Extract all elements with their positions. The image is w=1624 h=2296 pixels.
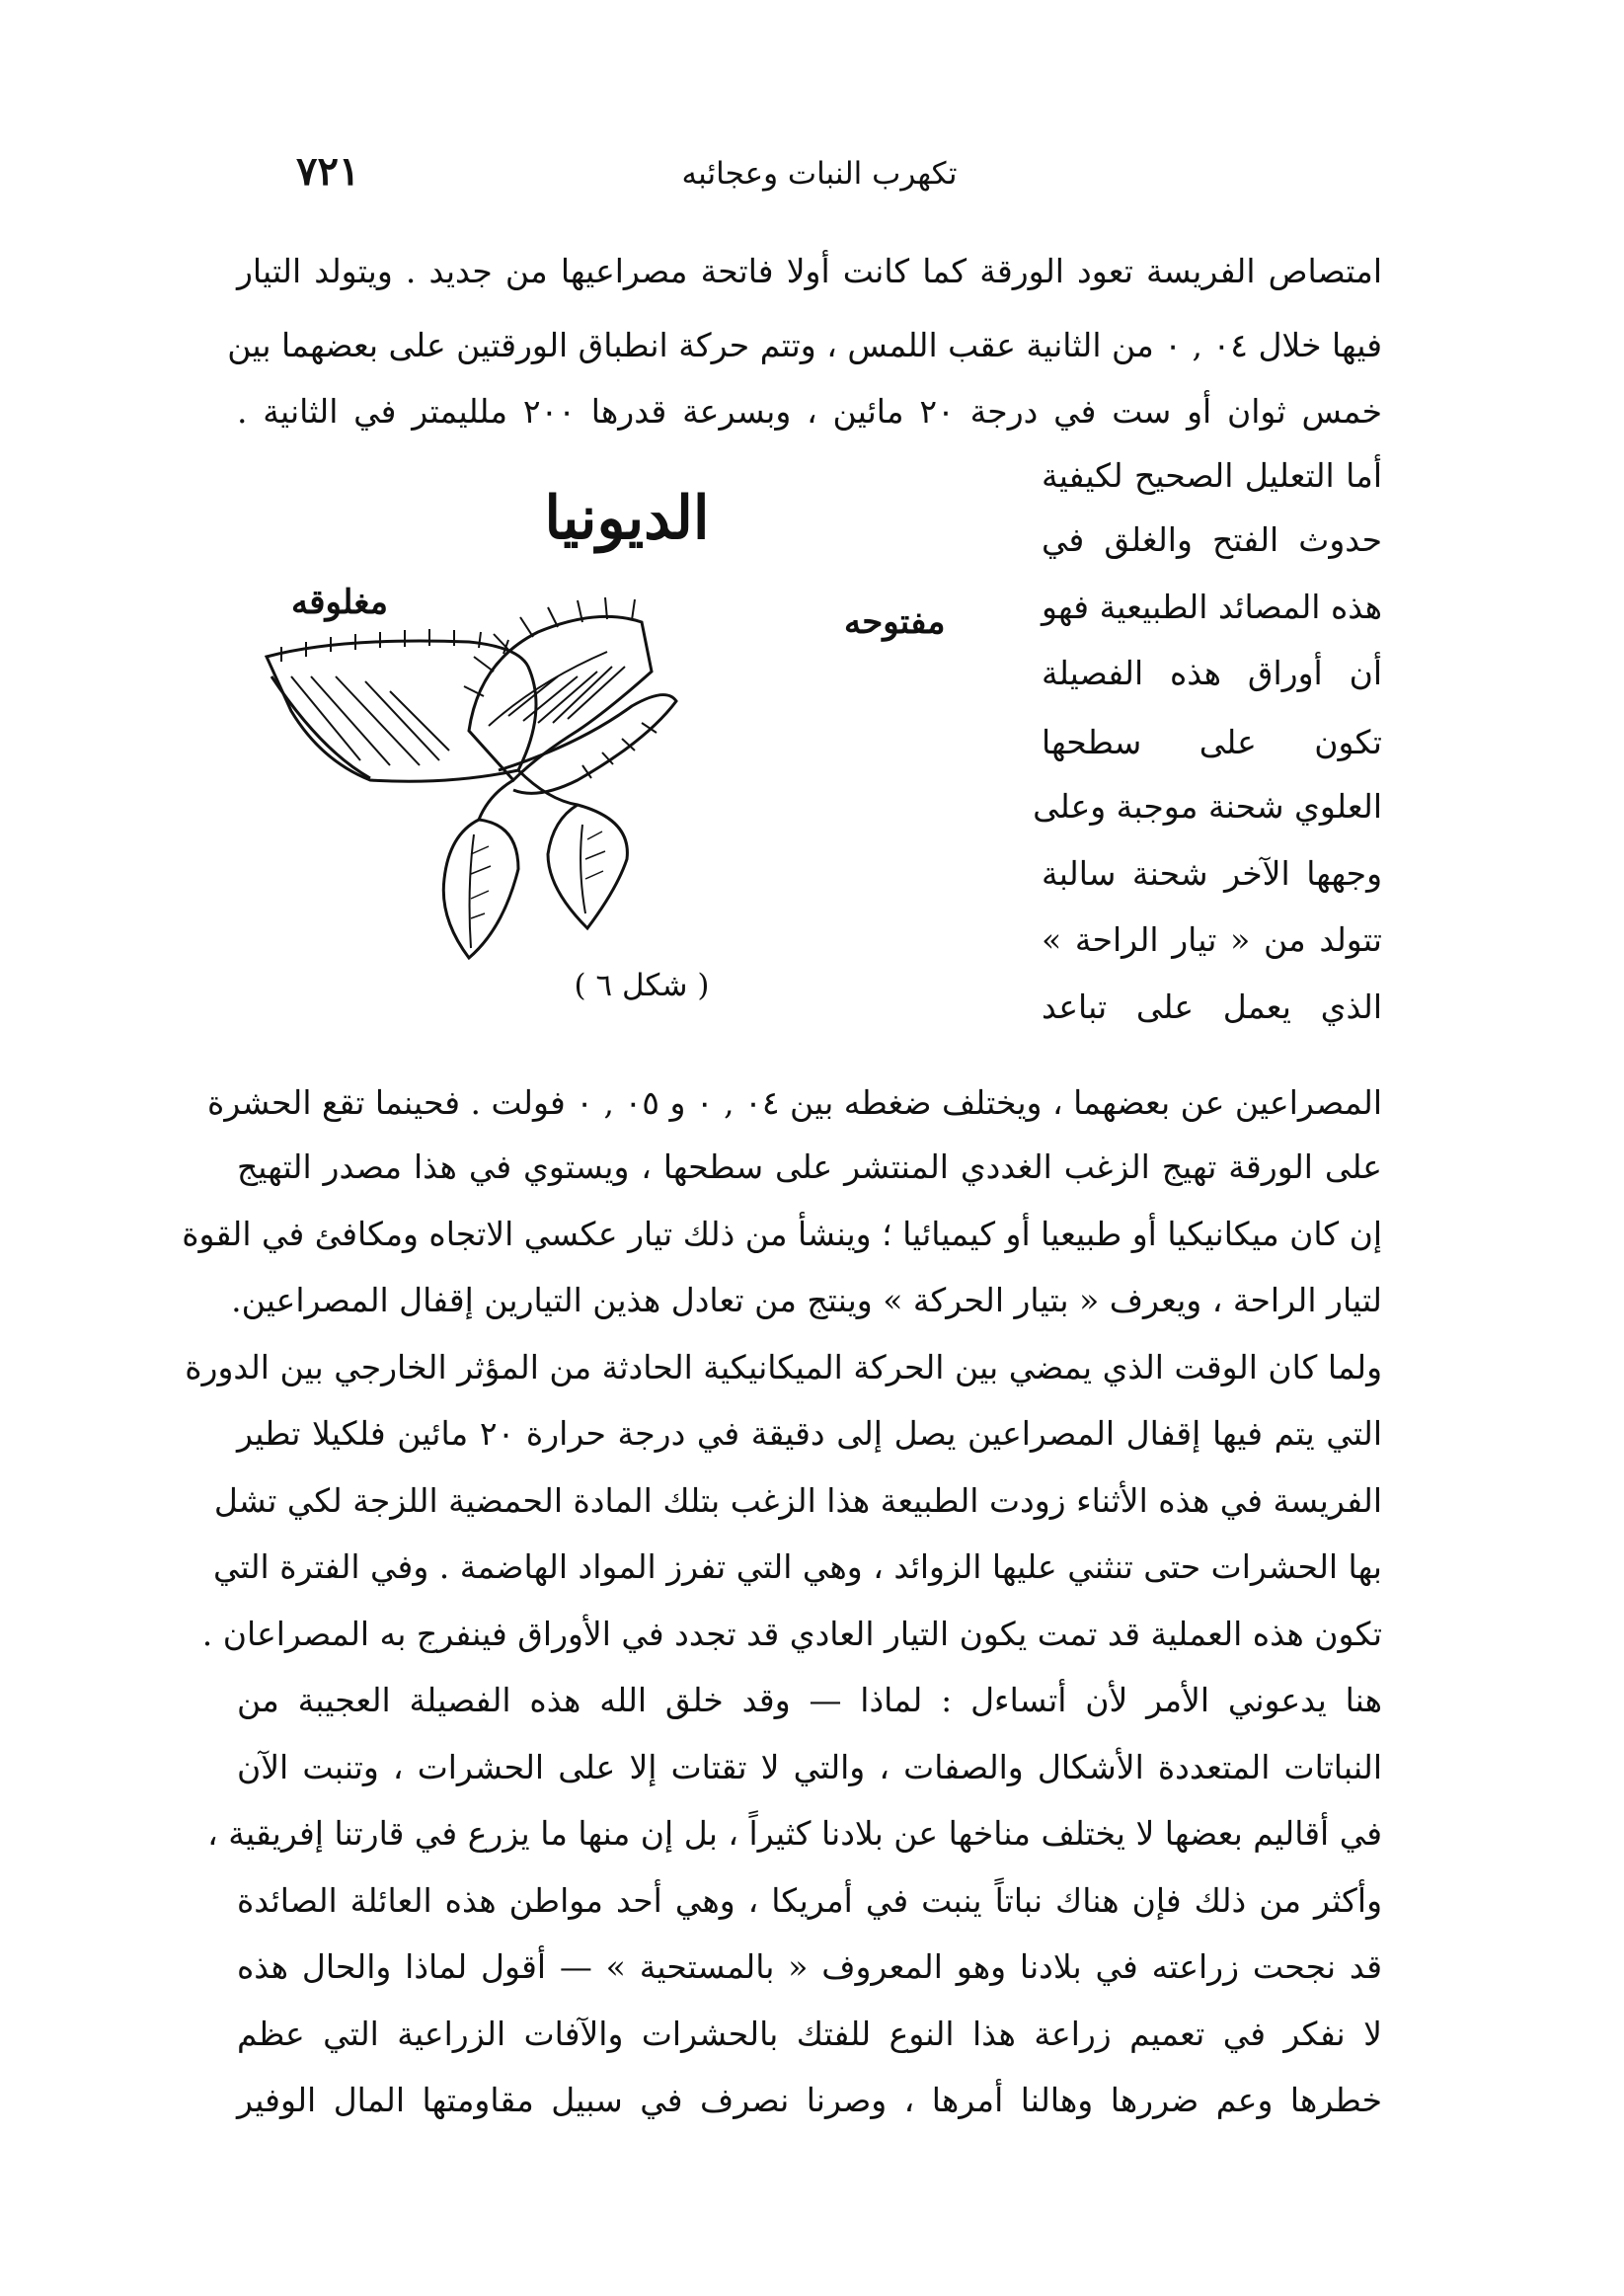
running-title: تكهرب النبات وعجائبه (681, 156, 958, 192)
body-line: قد نجحت زراعته في بلادنا وهو المعروف « بالمستحية » — أقول لماذا والحال هذه (237, 1947, 1382, 1986)
body-line: المصراعين عن بعضهما ، ويختلف ضغطه بين ٠٤ , ٠ و ٠٥ , ٠ فولت . فحينما تقع الحشرة (207, 1083, 1382, 1122)
body-line: ولما كان الوقت الذي يمضي بين الحركة الميكانيكية الحادثة من المؤثر الخارجي بين الدورة (185, 1348, 1382, 1386)
body-line: بها الحشرات حتى تنثني عليها الزوائد ، وهي التي تفرز المواد الهاضمة . وفي الفترة التي (213, 1547, 1382, 1586)
paragraph-start-line: هنا يدعوني الأمر لأن أتساءل : لماذا — وقد خلق الله هذه الفصيلة العجيبة من (237, 1681, 1382, 1719)
body-line: تكون هذه العملية قد تمت يكون التيار العادي قد تجدد في الأوراق فينفرج به المصراعان . (201, 1615, 1382, 1653)
body-line: أن أوراق هذه الفصيلة (1042, 654, 1382, 692)
body-line: العلوي شحنة موجبة وعلى (1033, 787, 1382, 826)
body-line: خطرها وعم ضررها وهالنا أمرها ، وصرنا نصرف في سبيل مقاومتها المال الوفير (237, 2081, 1382, 2119)
body-line: خمس ثوان أو ست في درجة ٢٠ مائين ، وبسرعة قدرها ٢٠٠ ملليمتر في الثانية . (237, 392, 1383, 431)
body-line: لا نفكر في تعميم زراعة هذا النوع للفتك بالحشرات والآفات الزراعية التي عظم (237, 2015, 1382, 2053)
body-line: على الورقة تهيج الزغب الغددي المنتشر على سطحها ، ويستوي في هذا مصدر التهيج (237, 1148, 1383, 1186)
figure-caption: ( شكل ٦ ) (574, 968, 710, 1003)
body-line: الذي يعمل على تباعد (1042, 988, 1382, 1026)
body-line: وأكثر من ذلك فإن هناك نباتاً ينبت في أمريكا ، وهي أحد مواطن هذه العائلة الصائدة (237, 1881, 1382, 1920)
venus-flytrap-figure (252, 464, 1032, 1037)
page-header (237, 148, 1382, 207)
body-line: أما التعليل الصحيح لكيفية (1042, 456, 1382, 495)
label-open: مفتوحه (844, 602, 946, 642)
body-line: لتيار الراحة ، ويعرف « بتيار الحركة » وينتج من تعادل هذين التيارين إقفال المصراعين. (231, 1281, 1382, 1319)
body-line: الفريسة في هذه الأثناء زودت الطبيعة هذا الزغب بتلك المادة الحمضية اللزجة لكي تشل (213, 1481, 1382, 1520)
body-line: حدوث الفتح والغلق في (1042, 520, 1382, 559)
leaf-drawings (252, 464, 1032, 1037)
body-line: فيها خلال ٠٤ , ٠ من الثانية عقب اللمس ، وتتم حركة انطباق الورقتين على بعضهما بين (227, 326, 1382, 364)
body-line: تكون على سطحها (1042, 723, 1382, 761)
figure-title: الديونيا (544, 484, 710, 553)
body-line: تتولد من « تيار الراحة » (1042, 920, 1382, 959)
label-closed: مغلوقه (291, 583, 388, 622)
body-line: النباتات المتعددة الأشكال والصفات ، والتي لا تقتات إلا على الحشرات ، وتنبت الآن (237, 1748, 1383, 1786)
body-line: إن كان ميكانيكيا أو طبيعيا أو كيميائيا ؛ وينشأ من ذلك تيار عكسي الاتجاه ومكافئ في القوة (182, 1215, 1382, 1253)
body-line: التي يتم فيها إقفال المصراعين يصل إلى دقيقة في درجة حرارة ٢٠ مائين فلكيلا تطير (237, 1414, 1382, 1453)
body-line: امتصاص الفريسة تعود الورقة كما كانت أولا فاتحة مصراعيها من جديد . ويتولد التيار (237, 252, 1382, 290)
closed-leaf-drawing (267, 629, 627, 928)
page-number: ٧٢١ (296, 148, 360, 195)
body-line: في أقاليم بعضها لا يختلف مناخها عن بلادنا كثيراً ، بل إن منها ما يزرع في قارتنا إفريقية ، (207, 1814, 1382, 1853)
body-line: هذه المصائد الطبيعية فهو (1042, 588, 1382, 626)
body-line: وجهها الآخر شحنة سالبة (1042, 854, 1382, 893)
